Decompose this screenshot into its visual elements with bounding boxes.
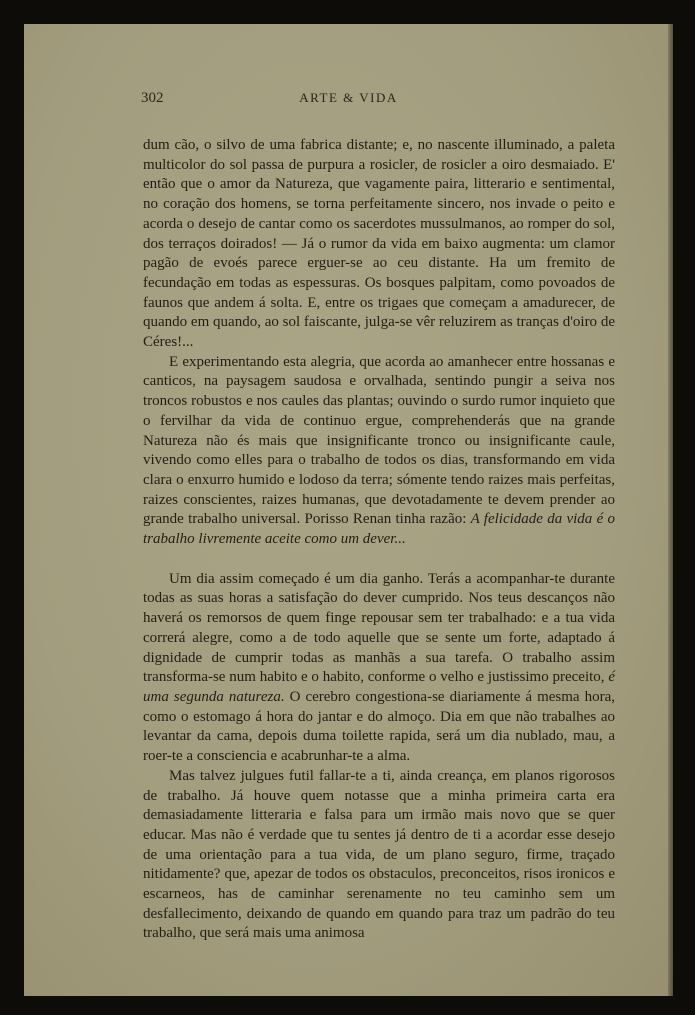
paragraph-1 <box>143 136 615 353</box>
paragraph-3 <box>143 570 615 767</box>
paragraph-4 <box>143 767 615 944</box>
paragraph-3-text-a: Um dia assim começado é um dia ganho. Terás a acompanhar-te durante todas as suas horas a satisfação do dever cumprido. Nos teus descanços não haverá os remorsos de quem finge repousar sem ter trabalhado: e a tua vida correrá alegre, como a de todo aquelle que se sente um forte, adaptado á dignidade de cumprir todas as manhãs a sua tarefa. O trabalho assim transforma-se num habito e o habito, conforme o velho e justissimo preceito, <box>143 570 615 686</box>
paragraph-2 <box>143 353 615 550</box>
paragraph-1-text: dum cão, o silvo de uma fabrica distante; e, no nascente illuminado, a paleta multicolor do sol passa de purpura a rosicler, de rosicler a oiro desmaiado. E' então que o amor da Natureza, que vagamente paira, litterario e sentimental, no coração dos homens, se torna perfeitamente sincero, nos invade o peito e acorda o desejo de cantar como os sacerdotes mussulmanos, ao romper do sol, dos terraços doirados! — Já o rumor da vida em baixo augmenta: um clamor pagão de evoés parece erguer-se ao ceu distante. Ha um fremito de fecundação em todas as espessuras. Os bosques palpitam, como povoados de faunos que andem á solta. E, entre os trigaes que começam a amadurecer, de quando em quando, ao sol faiscante, julga-se vêr reluzirem as tranças d'oiro de Céres!... <box>143 137 615 351</box>
paragraph-2-text: E experimentando esta alegria, que acorda ao amanhecer entre hossanas e canticos, na paysagem saudosa e orvalhada, sentindo pungir a seiva nos troncos robustos e nos caules das plantas; ouvindo o surdo rumor inquieto que o fervilhar da vida de continuo ergue, comprehenderás que na grande Natureza não és mais que insignificante tronco ou insignificante caule, vivendo como elles para o trabalho de todos os dias, transformando em vida clara o enxurro humido e lodoso da terra; sómente tendo raizes mais perfeitas, raizes conscientes, raizes humanas, que devotadamente te devem prender ao grande trabalho universal. Porisso Renan tinha razão: <box>143 353 615 528</box>
page-edge-shadow <box>668 24 673 996</box>
preceito-quote: é uma segunda natureza. <box>143 669 615 705</box>
renan-quote: A felicidade da vida é o trabalho livremente aceite como um dever... <box>143 511 615 548</box>
body-text <box>143 136 615 944</box>
page-number: 302 <box>141 90 164 106</box>
paragraph-3-text-b: O cerebro congestiona-se diariamente á mesma hora, como o estomago á hora do jantar e do almoço. Dia em que não trabalhes ao levantar da cama, depois duma toilette rapida, será um dia nublado, mau, a roer-te a consciencia e acabrunhar-te a alma. <box>143 688 615 765</box>
paragraph-4-text: Mas talvez julgues futil fallar-te a ti, ainda creança, em planos rigorosos de trabalho. Já houve quem notasse que a minha primeira carta era demasiadamente litteraria e falsa para um irmão mais novo que se quer educar. Mas não é verdade que tu sentes já dentro de ti a acordar esse desejo de uma orientação para a tua vida, de um plano seguro, firme, traçado nitidamente? que, apezar de todos os obstaculos, preconceitos, risos ironicos e escarneos, has de caminhar serenamente no teu caminho sem um desfallecimento, deixando de quando em quando para traz um padrão do teu trabalho, que será mais uma animosa <box>143 767 615 942</box>
page-header <box>24 90 673 110</box>
book-page <box>24 24 673 996</box>
running-head: ARTE & VIDA <box>299 90 398 105</box>
